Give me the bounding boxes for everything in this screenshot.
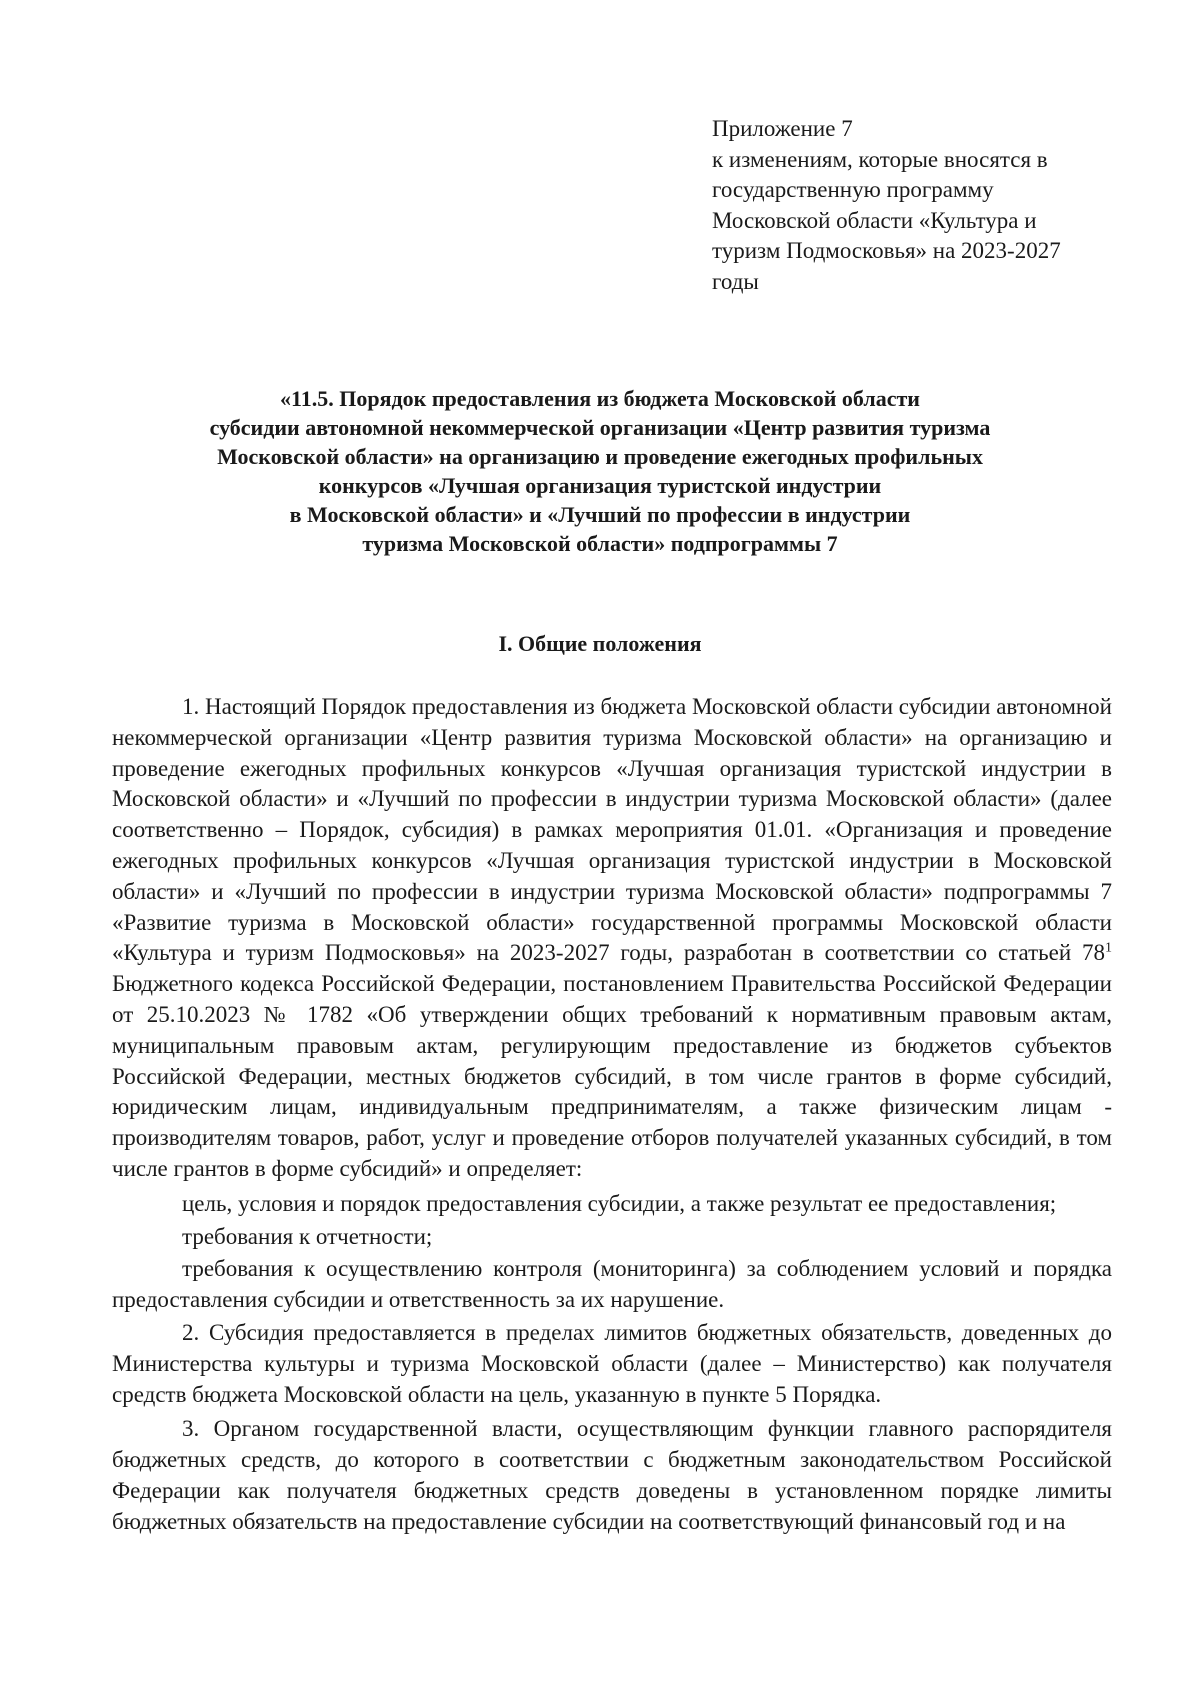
document-body	[112, 692, 1112, 1542]
paragraph-2: 2. Субсидия предоставляется в пределах лимитов бюджетных обязательств, доведенных до Министерства культуры и туризма Московской области (далее – Министерство) как получателя средств бюджета Московской области на цель, указанную в пункте 5 Порядка.	[112, 1319, 1112, 1407]
paragraph-3: 3. Органом государственной власти, осуществляющим функции главного распорядителя бюджетных средств, до которого в соответствии с бюджетным законодательством Российской Федерации как получателя бюджетных средств доведены в установленном порядке лимиты бюджетных обязательств на предоставление субсидии на соответствующий финансовый год и на	[112, 1416, 1112, 1534]
title-line: туризма Московской области» подпрограммы 7	[362, 531, 838, 556]
section-heading: I. Общие положения	[498, 631, 702, 656]
list-item: требования к осуществлению контроля (мониторинга) за соблюдением условий и порядка предоставления субсидии и ответственность за их нарушение.	[112, 1256, 1112, 1313]
footnote-superscript: 1	[1105, 940, 1112, 956]
appendix-line: государственную программу	[712, 177, 994, 203]
paragraph-1-text-continued: Бюджетного кодекса Российской Федерации, постановлением Правительства Российской Федерации от 25.10.2023 № 1782 «Об утверждении общих требований к нормативным правовым актам, муниципальным правовым актам, регулирующим предоставление из бюджетов субъектов Российской Федерации, местных бюджетов субсидий, в том числе грантов в форме субсидий, юридическим лицам, индивидуальным предпринимателям, а также физическим лицам - производителям товаров, работ, услуг и проведение отборов получателей указанных субсидий, в том числе грантов в форме субсидий» и определяет:	[112, 971, 1112, 1181]
title-line: конкурсов «Лучшая организация туристской индустрии	[318, 473, 882, 498]
title-line: субсидии автономной некоммерческой организации «Центр развития туризма	[209, 415, 991, 440]
appendix-line: Московской области «Культура и	[712, 207, 1037, 233]
appendix-line: Приложение 7	[712, 116, 853, 141]
appendix-line: к изменениям, которые вносятся в	[712, 146, 1048, 172]
title-line: в Московской области» и «Лучший по профессии в индустрии	[289, 502, 911, 527]
title-line: Московской области» на организацию и проведение ежегодных профильных	[217, 444, 983, 469]
document-title	[150, 384, 1050, 558]
appendix-line: годы	[712, 268, 759, 294]
list-item: требования к отчетности;	[182, 1223, 433, 1249]
appendix-note	[712, 114, 1112, 298]
paragraph-1	[112, 692, 1112, 1185]
title-line: «11.5. Порядок предоставления из бюджета Московской области	[280, 386, 920, 411]
paragraph-1-text: 1. Настоящий Порядок предоставления из бюджета Московской области субсидии автономной некоммерческой организации «Центр развития туризма Московской области» на организацию и проведение ежегодных профильных конкурсов «Лучшая организация туристской индустрии в Московской области» и «Лучший по профессии в индустрии туризма Московской области» (далее соответственно – Порядок, субсидия) в рамках мероприятия 01.01. «Организация и проведение ежегодных профильных конкурсов «Лучшая организация туристской индустрии в Московской области» и «Лучший по профессии в индустрии туризма Московской области» подпрограммы 7 «Развитие туризма в Московской области» государственной программы Московской области «Культура и туризм Подмосковья» на 2023-2027 годы, разработан в соответствии со статьей 78	[112, 694, 1112, 966]
list-item: цель, условия и порядок предоставления субсидии, а также результат ее предоставления;	[182, 1190, 1057, 1216]
appendix-line: туризм Подмосковья» на 2023-2027	[712, 238, 1061, 264]
